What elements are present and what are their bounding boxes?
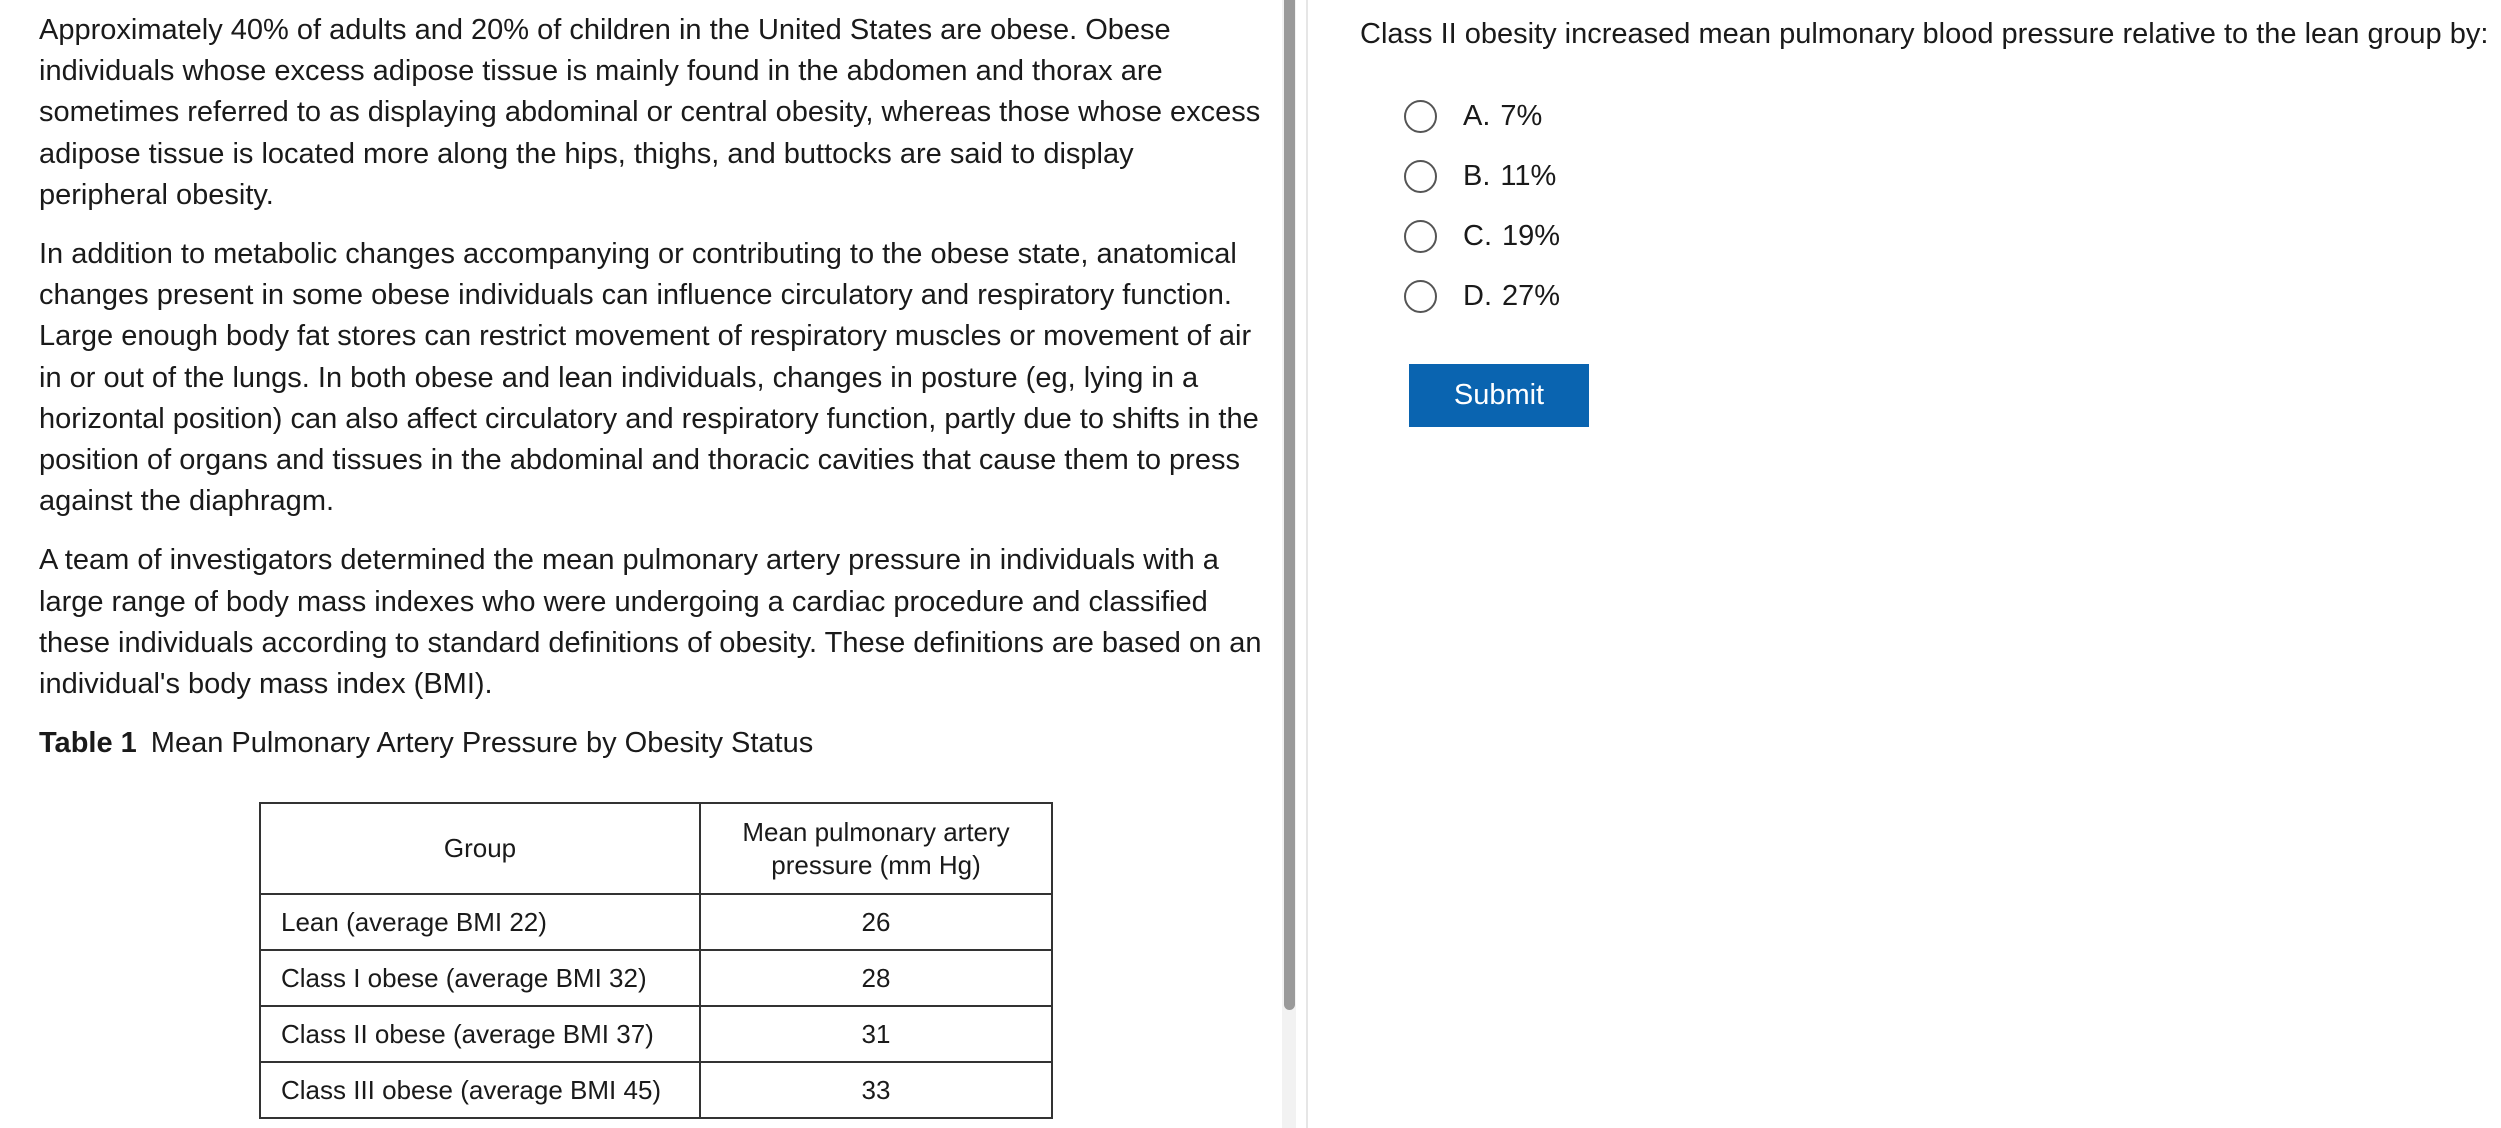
radio-button-a[interactable] (1404, 100, 1437, 133)
cell-pressure: 28 (700, 950, 1052, 1006)
radio-button-b[interactable] (1404, 160, 1437, 193)
cell-group: Class II obese (average BMI 37) (260, 1006, 700, 1062)
radio-button-d[interactable] (1404, 280, 1437, 313)
cell-group: Lean (average BMI 22) (260, 894, 700, 950)
cell-pressure: 26 (700, 894, 1052, 950)
answer-option-c[interactable] (1404, 216, 1560, 256)
table-caption (39, 723, 1264, 764)
table-header-row (260, 803, 1052, 894)
passage-scrollbar-thumb[interactable] (1284, 0, 1295, 1010)
option-label-d[interactable]: D. 27% (1463, 280, 1561, 312)
answer-option-d[interactable] (1404, 276, 1560, 316)
header-pressure: Mean pulmonary artery pressure (mm Hg) (700, 803, 1052, 894)
table-row (260, 1062, 1052, 1118)
submit-button[interactable]: Submit (1409, 364, 1589, 427)
pressure-table (259, 802, 1053, 1119)
cell-pressure: 31 (700, 1006, 1052, 1062)
passage-paragraph-3: A team of investigators determined the mean pulmonary artery pressure in individuals with a large range of body mass indexes who were undergoing a cardiac procedure and classified these individuals according to standard definitions of obesity. These definitions are based on an individual's body mass index (BMI). (39, 544, 1262, 701)
option-label-a[interactable]: A. 7% (1463, 100, 1543, 132)
passage (39, 10, 1264, 782)
option-label-b[interactable]: B. 11% (1463, 160, 1557, 192)
option-label-c[interactable]: C. 19% (1463, 220, 1561, 252)
table-row (260, 894, 1052, 950)
cell-group: Class III obese (average BMI 45) (260, 1062, 700, 1118)
table-caption-label: Table 1 (39, 727, 137, 760)
cell-pressure: 33 (700, 1062, 1052, 1118)
answer-option-b[interactable] (1404, 156, 1556, 196)
passage-paragraph-1: Approximately 40% of adults and 20% of children in the United States are obese. Obese individuals whose excess adipose tissue is mainly found in the abdomen and thorax are sometimes referred to as displaying abdominal or central obesity, whereas those whose excess adipose tissue is located more along the hips, thighs, and buttocks are said to display peripheral obesity. (39, 14, 1261, 211)
header-group: Group (260, 803, 700, 894)
table-caption-title: Mean Pulmonary Artery Pressure by Obesity Status (150, 727, 814, 760)
answer-option-a[interactable] (1404, 96, 1542, 136)
radio-button-c[interactable] (1404, 220, 1437, 253)
table-row (260, 950, 1052, 1006)
cell-group: Class I obese (average BMI 32) (260, 950, 700, 1006)
passage-paragraph-2: In addition to metabolic changes accompanying or contributing to the obese state, anatomical changes present in some obese individuals can influence circulatory and respiratory function. Large enough body fat stores can restrict movement of respiratory muscles or movement of air in or out of the lungs. In both obese and lean individuals, changes in posture (eg, lying in a horizontal position) can also affect circulatory and respiratory function, partly due to shifts in the position of organs and tissues in the abdominal and thoracic cavities that cause them to press against the diaphragm. (39, 238, 1259, 518)
question-pane (1308, 0, 2501, 1128)
table-row (260, 1006, 1052, 1062)
question-stem: Class II obesity increased mean pulmonary blood pressure relative to the lean group by: (1360, 18, 2489, 50)
